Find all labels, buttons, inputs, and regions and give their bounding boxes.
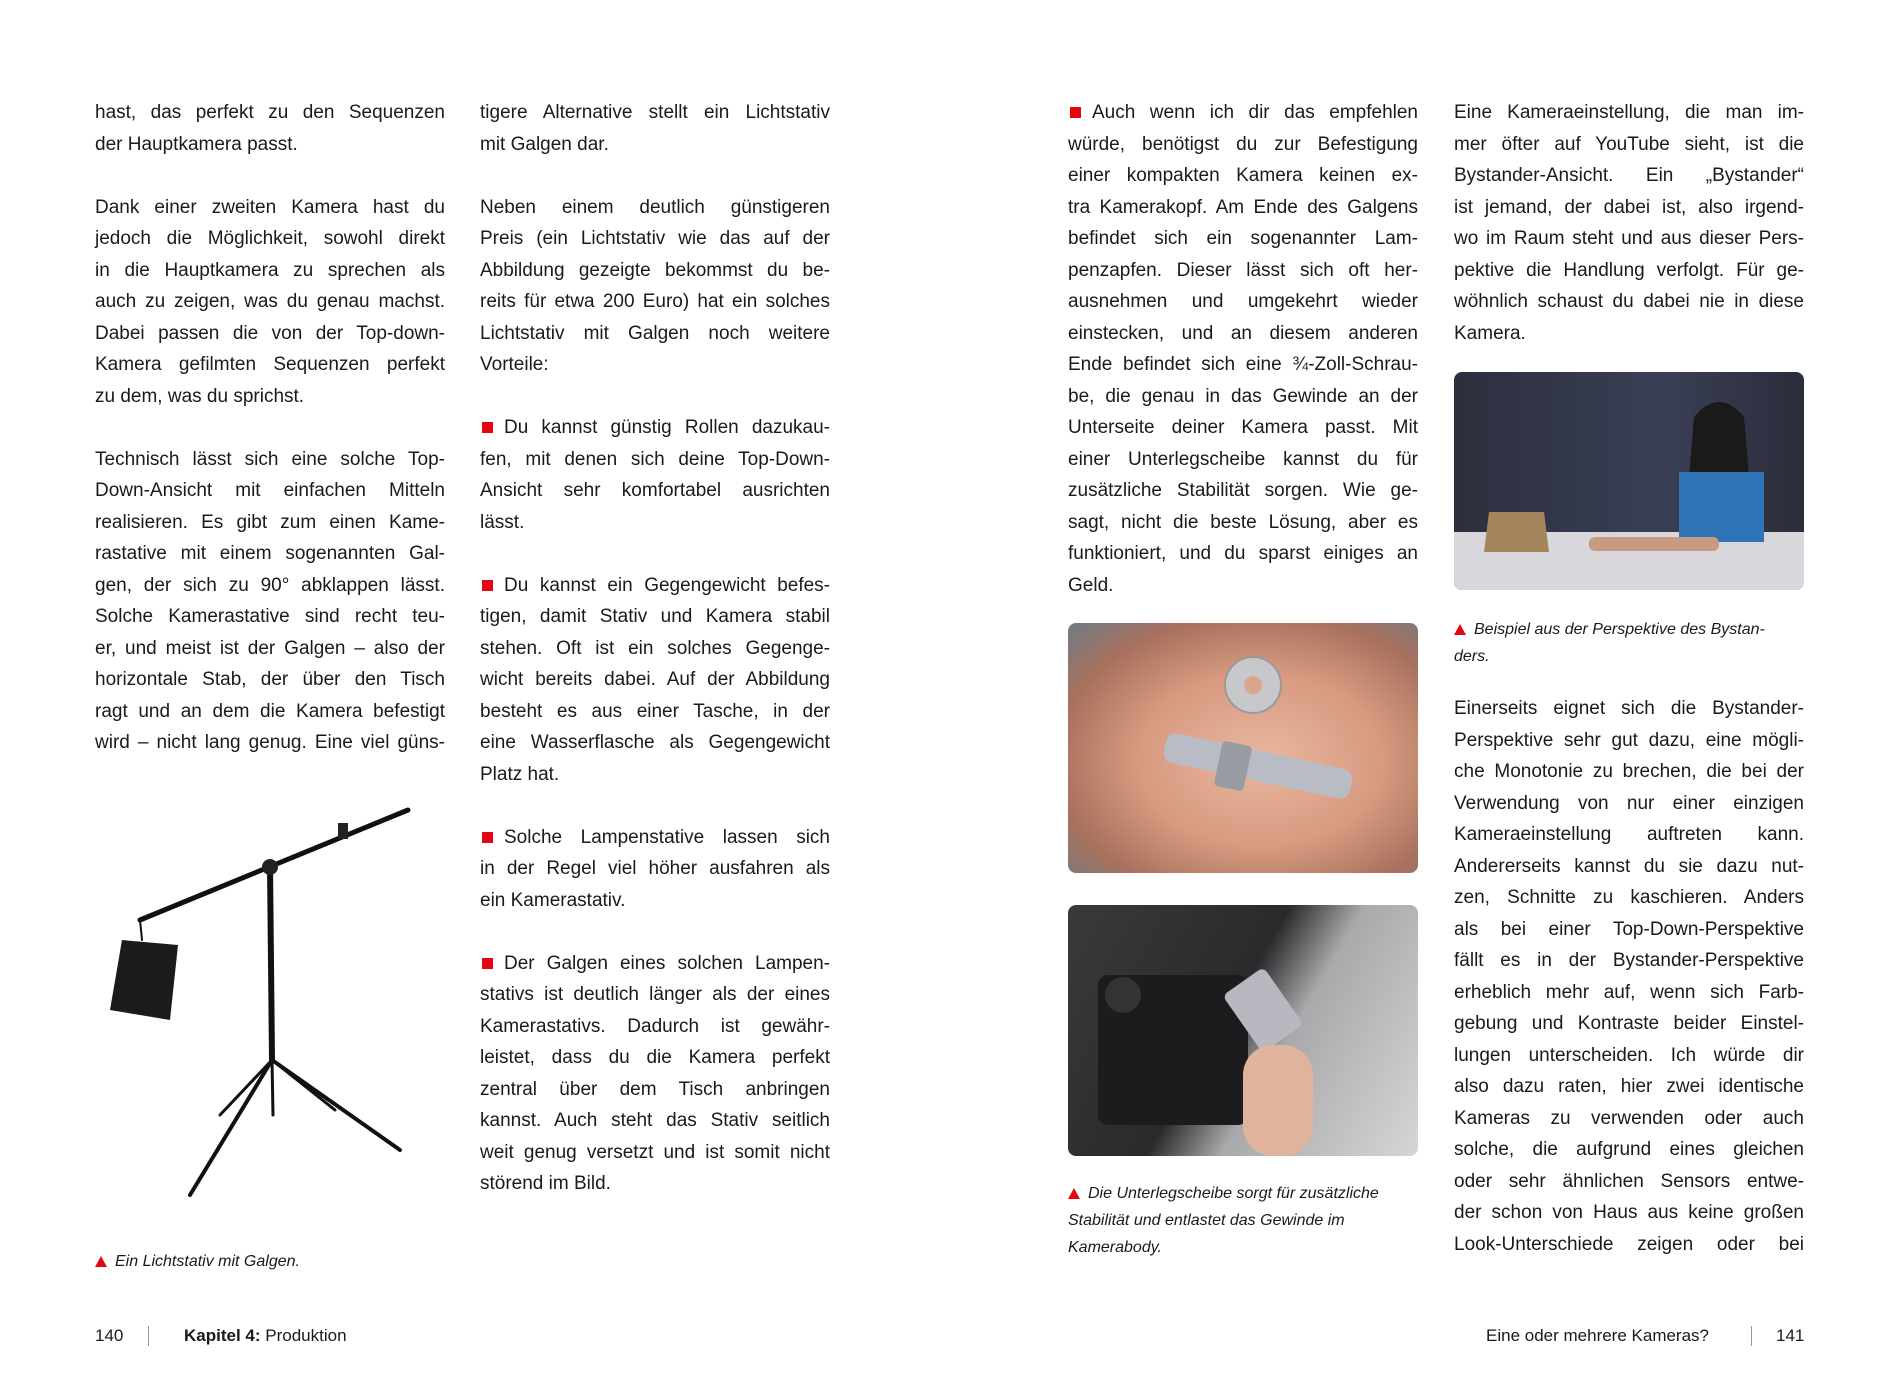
text-line: Platz hat. <box>480 763 560 785</box>
text-line: würde, benötigst du zur Befestigung <box>1068 133 1418 155</box>
text-line: einer kompakten Kamera keinen ex- <box>1068 165 1418 186</box>
bystander-caption <box>1454 616 1804 702</box>
text-line: leistet, dass du die Kamera perfekt <box>480 1047 830 1068</box>
text-line: Kamera. <box>1454 322 1526 344</box>
text-line: wird – nicht lang genug. Eine viel güns- <box>95 732 445 753</box>
text-line: Solche Lampenstative lassen sich <box>504 826 830 848</box>
bullet-square-icon <box>482 832 493 843</box>
text-line: einstecken, und an diesem anderen <box>1068 322 1418 344</box>
text-line: Auch wenn ich dir das empfehlen <box>1092 102 1418 123</box>
caption-text <box>1068 1180 1418 1261</box>
text-line: wöhnlich schaust du dabei nie in diese <box>1454 291 1804 312</box>
text-line: stativs ist deutlich länger als der eines <box>480 984 830 1005</box>
paragraph <box>95 192 445 413</box>
footer-divider <box>1751 1326 1752 1346</box>
text-line: tigere Alternative stellt ein Lichtstativ <box>480 102 830 123</box>
text-line: zen, Schnitte zu kaschieren. Anders <box>1454 887 1804 908</box>
text-line: Geld. <box>1068 574 1114 596</box>
text-line: be, die genau in das Gewinde an der <box>1068 385 1418 407</box>
text-line: in der Regel viel höher ausfahren als <box>480 858 830 879</box>
paragraph <box>480 192 830 381</box>
text-line: oder sehr ähnlichen Sensors entwe- <box>1454 1170 1804 1192</box>
text-line: zusätzliche Stabilität sorgen. Wie ge- <box>1068 480 1418 501</box>
text-line: lungen unterscheiden. Ich würde dir <box>1454 1044 1804 1066</box>
text-line: Kameraeinstellung auftreten kann. <box>1454 824 1804 845</box>
text-line: auch zu zeigen, was du genau machst. <box>95 291 445 312</box>
left-column-1 <box>95 97 445 790</box>
text-line: Beispiel aus der Perspektive des Bystan- <box>1474 621 1765 638</box>
chapter-label: Kapitel 4: <box>184 1326 261 1345</box>
text-line: er, und meist ist der Galgen – also der <box>95 637 445 659</box>
bullet-square-icon <box>482 422 493 433</box>
text-line: Einerseits eignet sich die Bystander- <box>1454 698 1804 719</box>
text-line: weit genug versetzt und ist somit nicht <box>480 1141 830 1163</box>
text-line: che Monotonie zu brechen, die bei der <box>1454 761 1804 782</box>
bullet-item <box>480 822 830 917</box>
text-line: Abbildung gezeigte bekommst du be- <box>480 259 830 281</box>
text-line: lässt. <box>480 511 525 533</box>
text-line: realisieren. Es gibt zum einen Kame- <box>95 511 445 533</box>
text-line: gen, der sich zu 90° abklappen lässt. <box>95 574 445 596</box>
text-line: solche, die aufgrund eines gleichen <box>1454 1139 1804 1160</box>
text-line: horizontale Stab, der über den Tisch <box>95 669 445 690</box>
right-column-2-top <box>1454 97 1804 381</box>
text-line: befindet sich ein sogenannter Lam- <box>1068 228 1418 249</box>
text-line: Preis (ein Lichtstativ wie das auf der <box>480 228 830 249</box>
text-line: Ende befindet sich eine ¾-Zoll-Schrau- <box>1068 354 1418 375</box>
text-line: ragt und an dem die Kamera befestigt <box>95 700 445 722</box>
paragraph <box>480 97 830 160</box>
light-stand-boom-image <box>100 795 420 1205</box>
text-line: Technisch lässt sich eine solche Top- <box>95 448 445 470</box>
text-line: kannst. Auch steht das Stativ seitlich <box>480 1110 830 1131</box>
text-line: zu dem, was du sprichst. <box>95 385 305 407</box>
text-line: Kamerabody. <box>1068 1239 1162 1256</box>
text-line: Ansicht sehr komfortabel ausrichten <box>480 480 830 501</box>
text-line: störend im Bild. <box>480 1173 611 1194</box>
caption-triangle-icon <box>1068 1188 1080 1199</box>
text-line: einer Unterlegscheibe kannst du für <box>1068 448 1418 470</box>
paragraph <box>1454 97 1804 349</box>
text-line: Der Galgen eines solchen Lampen- <box>504 952 830 974</box>
text-line: ist jemand, der dabei ist, also irgend- <box>1454 196 1804 218</box>
text-line: pektive die Handlung verfolgt. Für ge- <box>1454 259 1804 281</box>
text-line: Kamera gefilmten Sequenzen perfekt <box>95 354 445 375</box>
text-line: Perspektive sehr gut dazu, eine mögli- <box>1454 729 1804 751</box>
text-line: fällt es in der Bystander-Perspektive <box>1454 950 1804 971</box>
right-column-2-bottom <box>1454 693 1804 1292</box>
text-line: Eine Kameraeinstellung, die man im- <box>1454 102 1804 123</box>
text-line: Down-Ansicht mit einfachen Mitteln <box>95 480 445 501</box>
text-line: ausnehmen und umgekehrt wieder <box>1068 291 1418 312</box>
caption-triangle-icon <box>95 1256 107 1267</box>
running-header-right: Eine oder mehrere Kameras? <box>1486 1326 1710 1345</box>
paragraph <box>95 97 445 160</box>
text-line: Verwendung von nur einer einzigen <box>1454 792 1804 814</box>
text-line: Ein Lichtstativ mit Galgen. <box>115 1253 300 1270</box>
bullet-square-icon <box>482 958 493 969</box>
bullet-square-icon <box>1070 107 1081 118</box>
text-line: wicht bereits dabei. Auf der Abbildung <box>480 669 830 690</box>
text-line: mit Galgen dar. <box>480 133 609 155</box>
text-line: eine Wasserflasche als Gegengewicht <box>480 732 830 753</box>
text-line: ein Kamerastativ. <box>480 889 626 911</box>
text-line: tra Kamerakopf. Am Ende des Galgens <box>1068 196 1418 218</box>
footer-divider <box>148 1326 149 1346</box>
text-line: Vorteile: <box>480 354 549 375</box>
washer-and-spigot-photo <box>1068 623 1418 873</box>
text-line: reits für etwa 200 Euro) hat ein solches <box>480 291 830 312</box>
text-line: mer öfter auf YouTube sieht, ist die <box>1454 133 1804 155</box>
text-line: Unterseite deiner Kamera passt. Mit <box>1068 417 1418 438</box>
caption-text <box>1454 616 1804 670</box>
text-line: fen, mit denen sich deine Top-Down- <box>480 448 830 470</box>
left-column-2 <box>480 97 830 1231</box>
text-line: Look-Unterschiede zeigen oder bei <box>1454 1233 1804 1255</box>
text-line: sagt, nicht die beste Lösung, aber es <box>1068 511 1418 533</box>
caption-triangle-icon <box>1454 624 1466 635</box>
text-line: als bei einer Top-Down-Perspektive <box>1454 918 1804 940</box>
bullet-item <box>480 412 830 538</box>
right-column-1 <box>1068 97 1418 633</box>
bullet-square-icon <box>482 580 493 591</box>
text-line: hast, das perfekt zu den Sequenzen <box>95 102 445 123</box>
text-line: stehen. Oft ist ein solches Gegenge- <box>480 637 830 659</box>
text-line: also dazu raten, hier zwei identische <box>1454 1076 1804 1097</box>
bullet-item <box>480 948 830 1200</box>
text-line: Solche Kamerastative sind recht teu- <box>95 606 445 627</box>
chapter-title: Produktion <box>265 1326 347 1345</box>
right-page-number: 141 <box>1776 1326 1805 1345</box>
text-line: wo im Raum steht und aus dieser Pers- <box>1454 228 1804 249</box>
text-line: Die Unterlegscheibe sorgt für zusätzliche <box>1088 1185 1379 1202</box>
text-line: der schon von Haus aus keine großen <box>1454 1202 1804 1223</box>
text-line: Dabei passen die von der Top-down- <box>95 322 445 344</box>
bullet-item <box>1068 97 1418 601</box>
tripod-caption <box>95 1248 445 1307</box>
paragraph <box>1454 693 1804 1260</box>
text-line: Bystander-Ansicht. Ein „Bystander“ <box>1454 165 1804 186</box>
text-line: rastative mit einem sogenannten Gal- <box>95 543 445 564</box>
caption-text <box>95 1248 445 1275</box>
bystander-example-image <box>1454 372 1804 590</box>
running-header-left <box>184 1326 347 1346</box>
text-line: Kamerastativs. Dadurch ist gewähr- <box>480 1015 830 1037</box>
text-line: besteht es aus einer Tasche, in der <box>480 700 830 722</box>
text-line: gebung und Kontraste beider Einstel- <box>1454 1013 1804 1034</box>
bullet-item <box>480 570 830 791</box>
text-line: Stabilität und entlastet das Gewinde im <box>1068 1212 1345 1229</box>
camera-with-spigot-photo <box>1068 905 1418 1156</box>
text-line: funktioniert, und du sparst einiges an <box>1068 543 1418 564</box>
text-line: zentral über dem Tisch anbringen <box>480 1078 830 1100</box>
text-line: erheblich mehr auf, wenn sich Farb- <box>1454 981 1804 1003</box>
washer-caption <box>1068 1180 1418 1293</box>
text-line: der Hauptkamera passt. <box>95 133 298 155</box>
text-line: Du kannst ein Gegengewicht befes- <box>504 574 830 596</box>
text-line: penzapfen. Dieser lässt sich oft her- <box>1068 259 1418 281</box>
text-line: jedoch die Möglichkeit, sowohl direkt <box>95 228 445 249</box>
text-line: Neben einem deutlich günstigeren <box>480 196 830 218</box>
text-line: Kameras zu verwenden oder auch <box>1454 1107 1804 1129</box>
text-line: Dank einer zweiten Kamera hast du <box>95 196 445 218</box>
text-line: Lichtstativ mit Galgen noch weitere <box>480 322 830 344</box>
text-line: Andererseits kannst du sie dazu nut- <box>1454 855 1804 877</box>
text-line: in die Hauptkamera zu sprechen als <box>95 259 445 281</box>
text-line: tigen, damit Stativ und Kamera stabil <box>480 606 830 627</box>
left-page-number: 140 <box>95 1326 124 1345</box>
paragraph <box>95 444 445 759</box>
text-line: ders. <box>1454 648 1490 665</box>
text-line: Du kannst günstig Rollen dazukau- <box>504 417 830 438</box>
